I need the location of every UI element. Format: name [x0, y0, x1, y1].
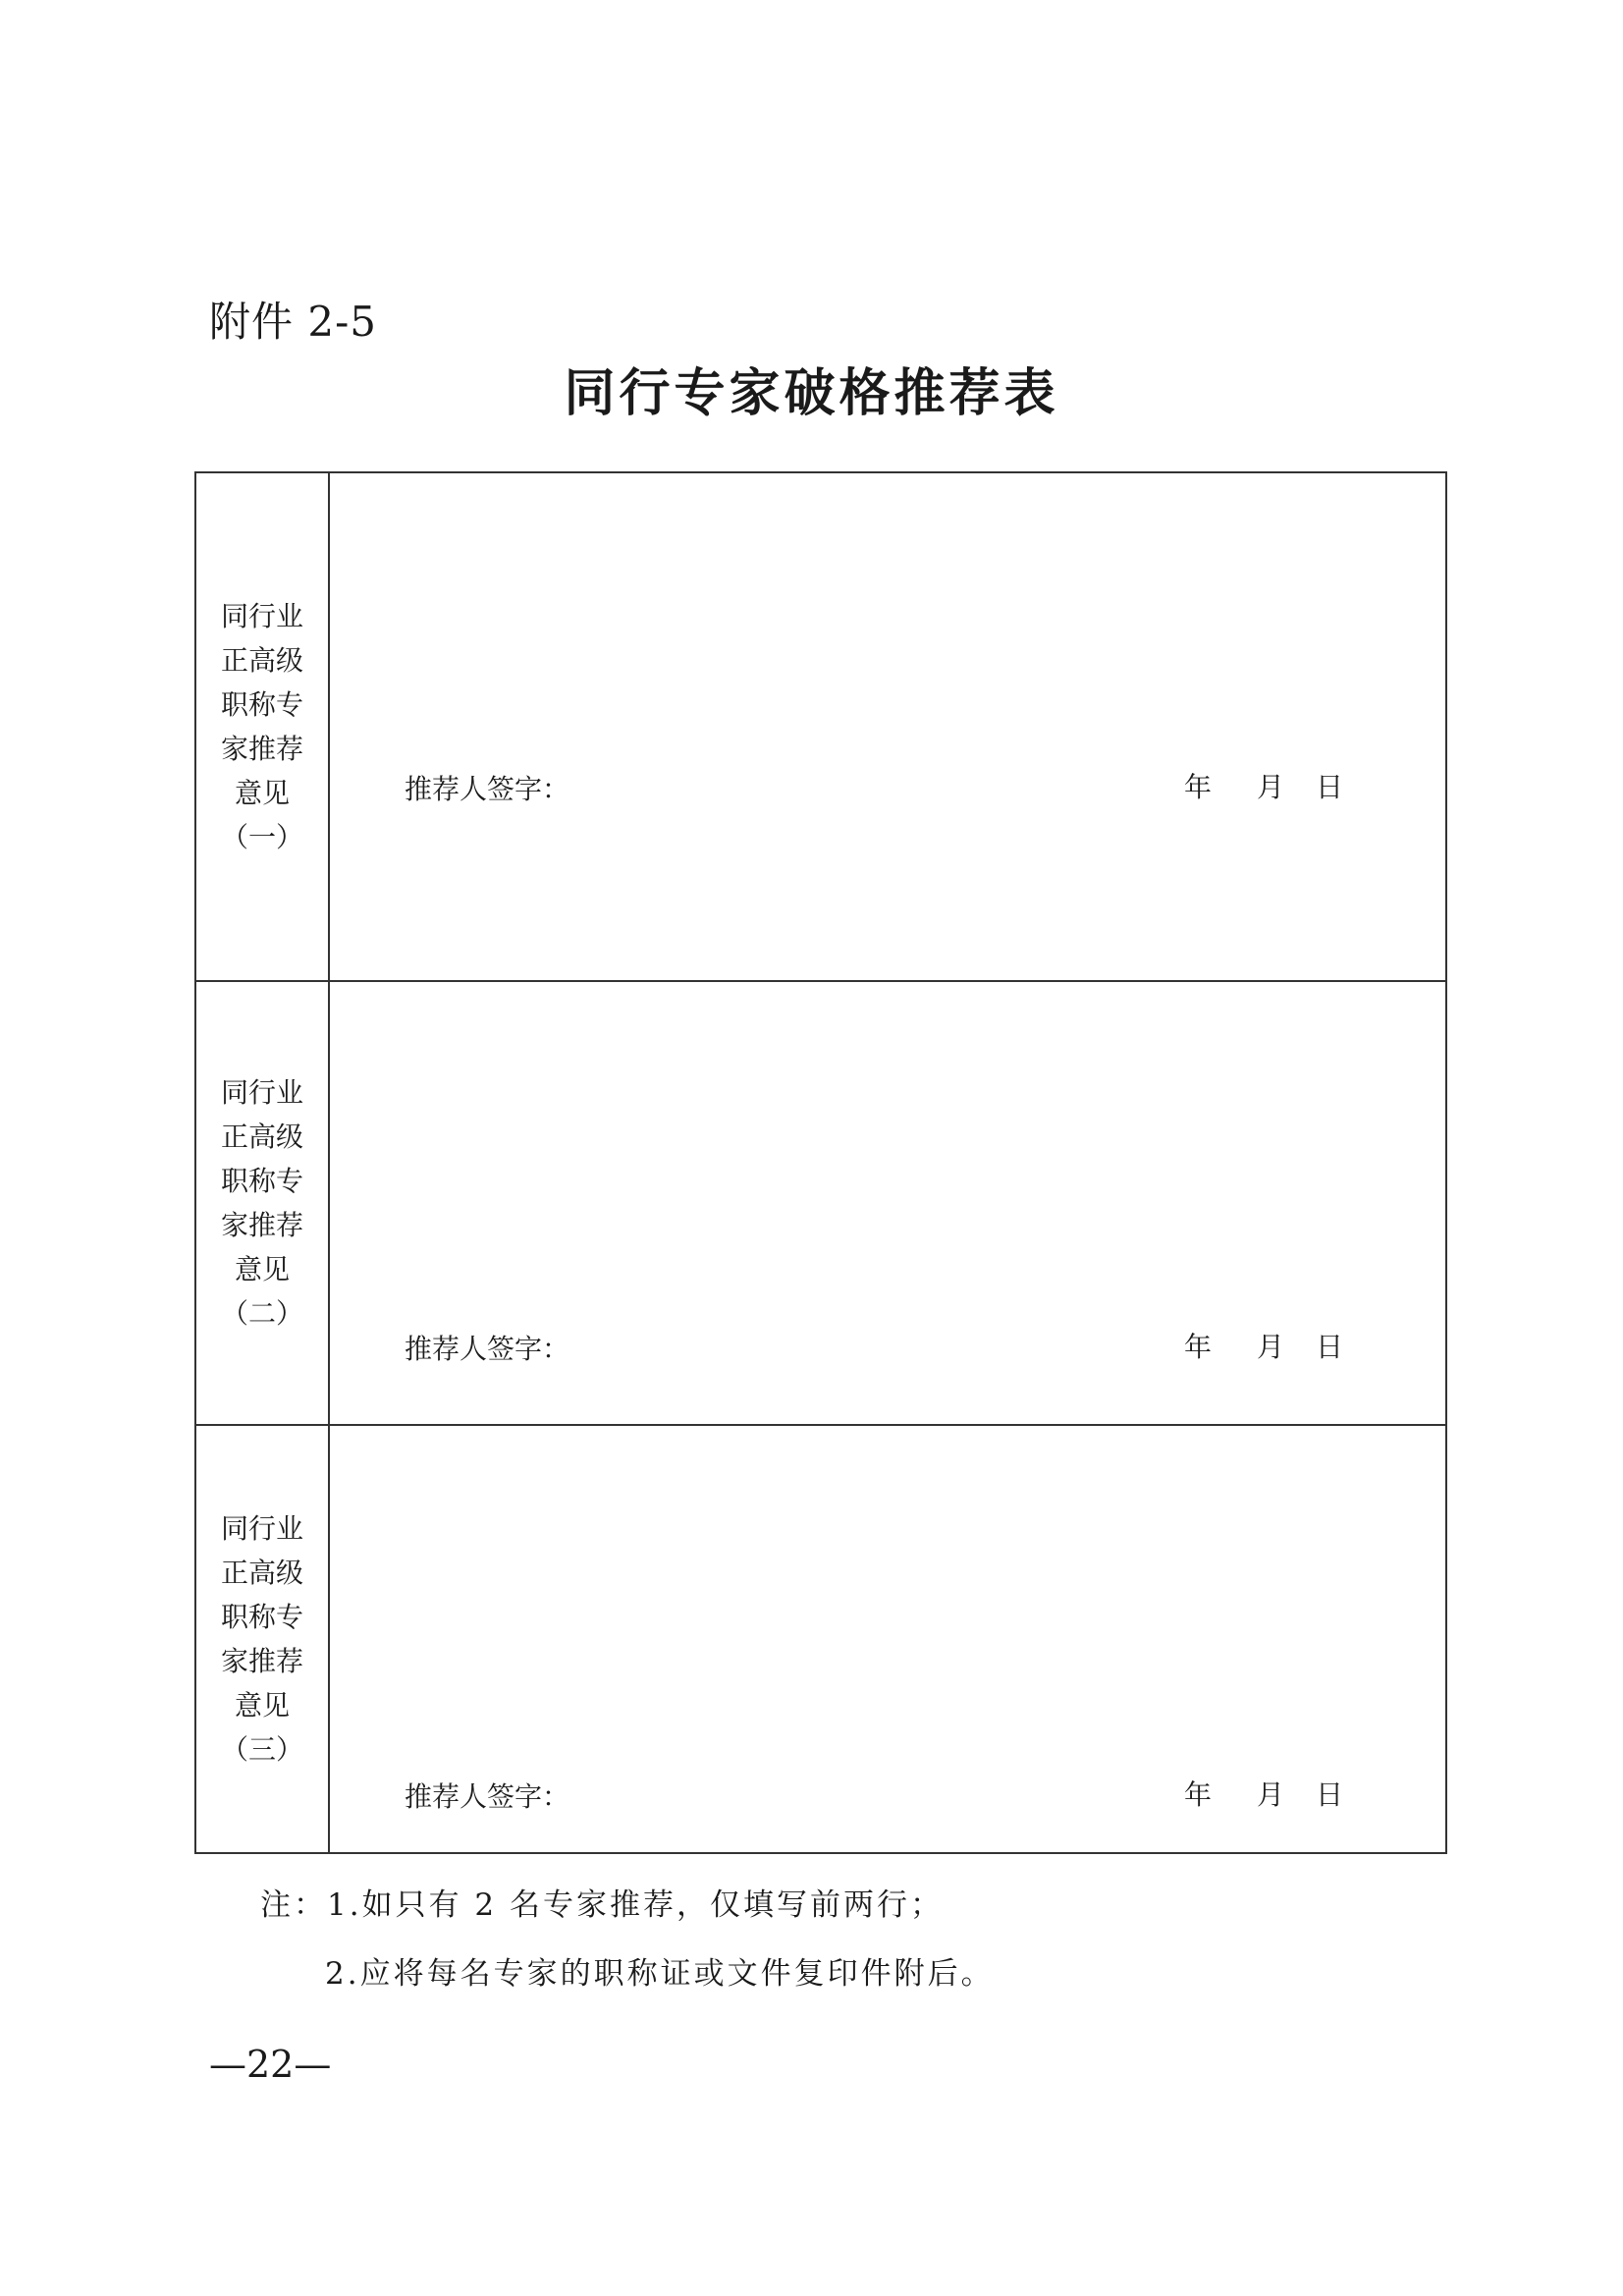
date-month: 月 [1257, 771, 1285, 803]
row-label-line: 正高级 [220, 1557, 303, 1589]
row-label-line: 家推荐 [220, 733, 303, 765]
signature-label: 推荐人签字： [405, 1333, 570, 1365]
row-label-line: 同行业 [220, 1512, 303, 1545]
row-label-line: 正高级 [220, 1121, 303, 1153]
date-year: 年 [1184, 771, 1213, 803]
row-label-line: （一） [220, 821, 303, 853]
recommendation-row-3 [196, 1424, 1445, 1852]
recommendation-form-table [194, 471, 1447, 1854]
row-label-line: 家推荐 [220, 1209, 303, 1241]
recommendation-opinion-area-1[interactable] [330, 473, 1445, 980]
recommendation-opinion-area-3[interactable] [330, 1426, 1445, 1852]
row-label-line: 同行业 [220, 600, 303, 632]
recommendation-row-2 [196, 980, 1445, 1424]
row-label-2 [196, 982, 330, 1424]
date-day: 日 [1316, 1778, 1344, 1811]
row-label-1 [196, 473, 330, 980]
row-label-line: 职称专 [220, 1601, 303, 1633]
date-day: 日 [1316, 1331, 1344, 1363]
row-label-line: 意见 [234, 1253, 290, 1285]
date-day: 日 [1316, 771, 1344, 803]
date-year: 年 [1184, 1331, 1213, 1363]
row-label-line: 同行业 [220, 1076, 303, 1109]
row-label-line: （二） [220, 1297, 303, 1330]
form-notes [260, 1871, 995, 2008]
row-label-line: 意见 [234, 1689, 290, 1722]
row-label-line: 职称专 [220, 688, 303, 721]
date-field[interactable] [1184, 766, 1343, 805]
date-field[interactable] [1184, 1326, 1343, 1365]
signature-label: 推荐人签字： [405, 1780, 570, 1813]
date-month: 月 [1257, 1331, 1285, 1363]
row-label-line: 正高级 [220, 644, 303, 677]
row-label-3 [196, 1426, 330, 1852]
date-field[interactable] [1184, 1774, 1343, 1813]
page-number: —22— [209, 2043, 332, 2086]
row-label-line: 职称专 [220, 1165, 303, 1197]
attachment-label: 附件 2-5 [209, 298, 377, 346]
date-year: 年 [1184, 1778, 1213, 1811]
note-line-1: 注：1.如只有 2 名专家推荐，仅填写前两行； [260, 1887, 945, 1923]
row-label-line: 家推荐 [220, 1645, 303, 1677]
signature-label: 推荐人签字： [405, 773, 570, 805]
page-title: 同行专家破格推荐表 [564, 363, 1059, 423]
row-label-line: 意见 [234, 777, 290, 809]
date-month: 月 [1257, 1778, 1285, 1811]
row-label-line: （三） [220, 1733, 303, 1766]
recommendation-row-1 [196, 473, 1445, 980]
recommendation-opinion-area-2[interactable] [330, 982, 1445, 1424]
note-line-2: 2.应将每名专家的职称证或文件复印件附后。 [325, 1956, 995, 1992]
